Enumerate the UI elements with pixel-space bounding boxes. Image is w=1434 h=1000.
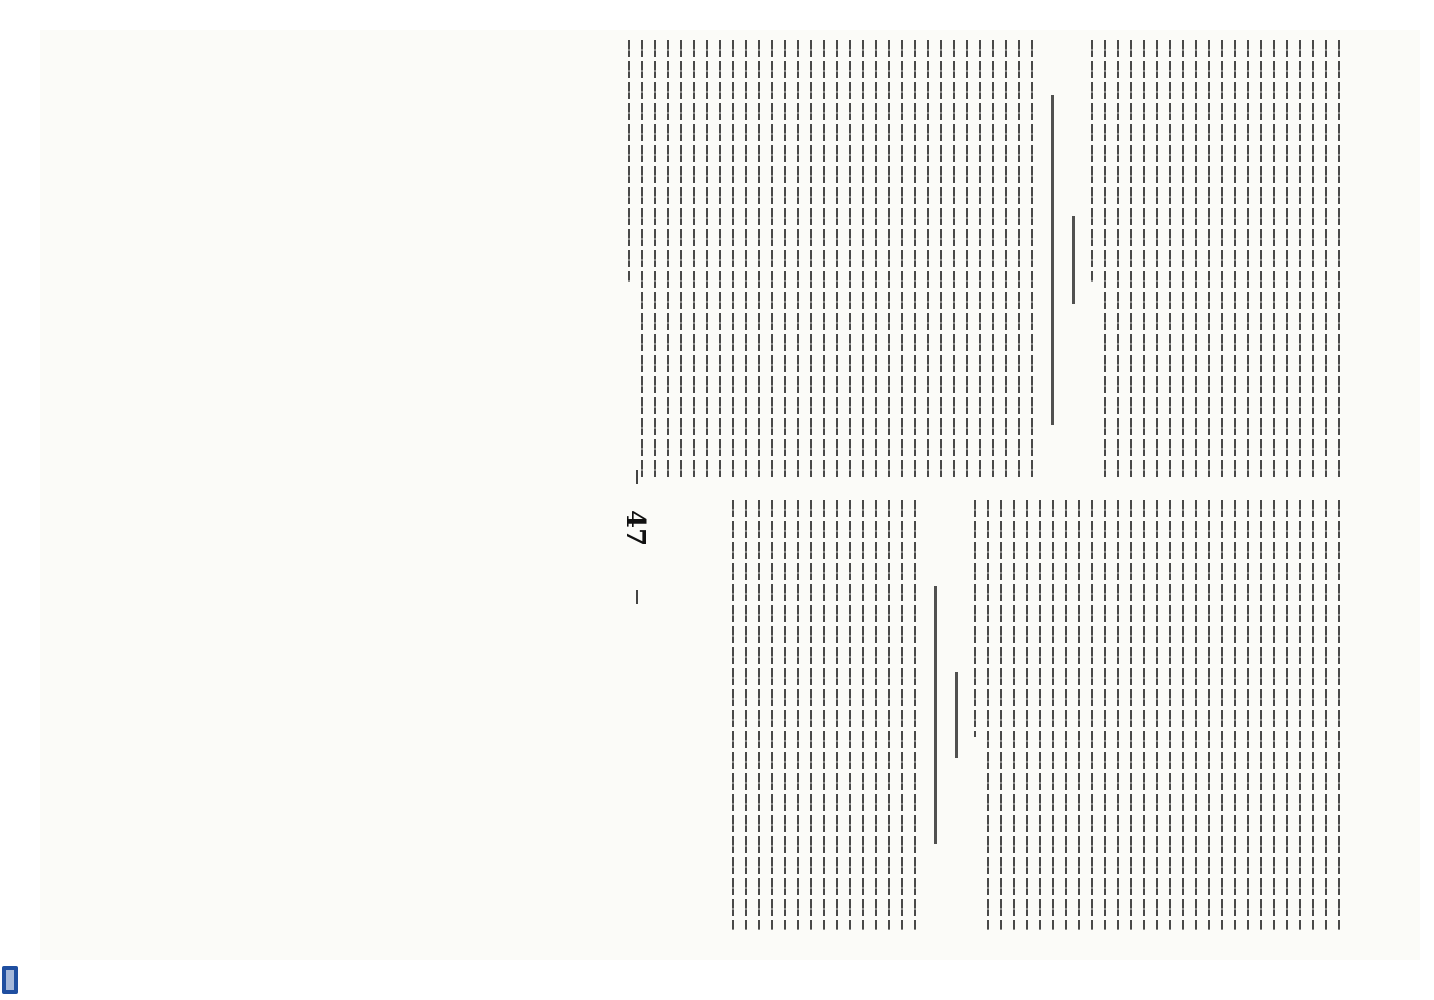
scanned-page — [40, 30, 1420, 960]
page-number: 47 — [620, 510, 650, 547]
dfg-logo — [2, 966, 18, 994]
text-column-lower — [721, 500, 1340, 930]
page-number-dash-bottom — [636, 590, 638, 604]
page-number-dash-top — [636, 470, 638, 484]
text-column-upper — [617, 40, 1340, 480]
